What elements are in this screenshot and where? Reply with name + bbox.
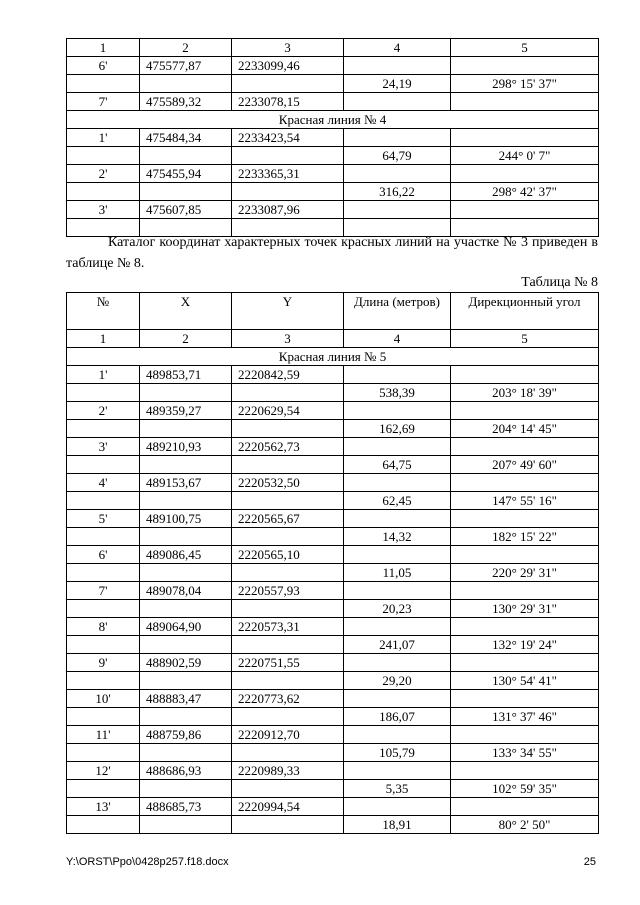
x-coordinate: 475577,87	[140, 57, 232, 75]
point-number: 7'	[67, 93, 140, 111]
y-coordinate: 2233087,96	[232, 201, 344, 219]
x-coordinate: 489359,27	[140, 402, 232, 420]
x-empty	[140, 528, 232, 546]
segment-row	[67, 384, 599, 402]
point-row	[67, 546, 599, 564]
segment-length: 11,05	[344, 564, 451, 582]
column-header: Длина (метров)	[344, 293, 451, 330]
angle-empty	[451, 618, 599, 636]
point-row	[67, 726, 599, 744]
direction-angle: 182° 15' 22"	[451, 528, 599, 546]
x-coordinate: 475607,85	[140, 201, 232, 219]
direction-angle: 298° 42' 37"	[451, 183, 599, 201]
point-empty	[67, 528, 140, 546]
segment-length: 24,19	[344, 75, 451, 93]
point-number: 12'	[67, 762, 140, 780]
point-number: 4'	[67, 474, 140, 492]
point-row	[67, 654, 599, 672]
point-row	[67, 93, 599, 111]
length-empty	[344, 654, 451, 672]
point-empty	[67, 147, 140, 165]
point-number: 3'	[67, 201, 140, 219]
segment-length: 14,32	[344, 528, 451, 546]
angle-empty	[451, 690, 599, 708]
length-empty	[344, 582, 451, 600]
segment-row	[67, 708, 599, 726]
length-empty	[344, 165, 451, 183]
x-empty	[140, 708, 232, 726]
point-empty	[67, 708, 140, 726]
x-coordinate: 489086,45	[140, 546, 232, 564]
x-coordinate: 488685,73	[140, 798, 232, 816]
segment-length: 316,22	[344, 183, 451, 201]
point-number: 2'	[67, 165, 140, 183]
direction-angle: 130° 29' 31"	[451, 600, 599, 618]
x-empty	[140, 384, 232, 402]
direction-angle: 204° 14' 45"	[451, 420, 599, 438]
y-coordinate: 2220994,54	[232, 798, 344, 816]
x-empty	[140, 600, 232, 618]
section-title: Красная линия № 4	[67, 111, 599, 129]
column-number: 1	[67, 330, 140, 348]
y-empty	[232, 708, 344, 726]
y-empty	[232, 528, 344, 546]
point-number: 13'	[67, 798, 140, 816]
x-empty	[140, 147, 232, 165]
segment-length: 64,79	[344, 147, 451, 165]
y-empty	[232, 183, 344, 201]
segment-row	[67, 456, 599, 474]
point-empty	[67, 600, 140, 618]
direction-angle: 220° 29' 31"	[451, 564, 599, 582]
point-number: 3'	[67, 438, 140, 456]
column-number-row	[67, 330, 599, 348]
x-coordinate: 489210,93	[140, 438, 232, 456]
y-coordinate: 2220565,67	[232, 510, 344, 528]
segment-length: 20,23	[344, 600, 451, 618]
y-coordinate: 2220557,93	[232, 582, 344, 600]
point-empty	[67, 744, 140, 762]
x-coordinate: 475455,94	[140, 165, 232, 183]
length-empty	[344, 201, 451, 219]
point-row	[67, 438, 599, 456]
point-row	[67, 57, 599, 75]
direction-angle: 131° 37' 46"	[451, 708, 599, 726]
angle-empty	[451, 438, 599, 456]
segment-length: 29,20	[344, 672, 451, 690]
segment-length: 62,45	[344, 492, 451, 510]
point-row	[67, 690, 599, 708]
x-coordinate: 475484,34	[140, 129, 232, 147]
direction-angle: 147° 55' 16"	[451, 492, 599, 510]
x-coordinate: 488686,93	[140, 762, 232, 780]
point-empty	[67, 456, 140, 474]
y-coordinate: 2233365,31	[232, 165, 344, 183]
y-coordinate: 2220912,70	[232, 726, 344, 744]
section-row	[67, 348, 599, 366]
length-empty	[344, 57, 451, 75]
y-empty	[232, 636, 344, 654]
y-coordinate: 2220573,31	[232, 618, 344, 636]
footer-file-path: Y:\ORST\Ppo\0428p257.f18.docx	[66, 856, 229, 868]
angle-empty	[451, 798, 599, 816]
y-empty	[232, 456, 344, 474]
direction-angle: 207° 49' 60"	[451, 456, 599, 474]
point-empty	[67, 672, 140, 690]
column-number: 4	[344, 39, 451, 57]
angle-empty	[451, 402, 599, 420]
y-coordinate: 2220989,33	[232, 762, 344, 780]
y-empty	[232, 780, 344, 798]
x-coordinate: 489078,04	[140, 582, 232, 600]
column-header: X	[140, 293, 232, 330]
segment-length: 186,07	[344, 708, 451, 726]
point-empty	[67, 384, 140, 402]
angle-empty	[451, 762, 599, 780]
length-empty	[344, 762, 451, 780]
length-empty	[344, 93, 451, 111]
y-empty	[232, 672, 344, 690]
segment-row	[67, 744, 599, 762]
y-coordinate: 2220629,54	[232, 402, 344, 420]
segment-length: 5,35	[344, 780, 451, 798]
point-empty	[67, 780, 140, 798]
segment-row	[67, 147, 599, 165]
y-empty	[232, 600, 344, 618]
segment-row	[67, 183, 599, 201]
x-empty	[140, 564, 232, 582]
section-row	[67, 111, 599, 129]
column-number: 3	[232, 330, 344, 348]
point-row	[67, 201, 599, 219]
point-number: 11'	[67, 726, 140, 744]
column-number: 3	[232, 39, 344, 57]
table-8	[66, 292, 599, 834]
length-empty	[344, 618, 451, 636]
point-row	[67, 129, 599, 147]
segment-length: 18,91	[344, 816, 451, 834]
length-empty	[344, 438, 451, 456]
y-empty	[232, 744, 344, 762]
x-coordinate: 489853,71	[140, 366, 232, 384]
x-coordinate: 489064,90	[140, 618, 232, 636]
column-header: Дирекционный угол	[451, 293, 599, 330]
segment-row	[67, 420, 599, 438]
direction-angle: 133° 34' 55"	[451, 744, 599, 762]
point-empty	[67, 636, 140, 654]
y-coordinate: 2220532,50	[232, 474, 344, 492]
point-number: 1'	[67, 366, 140, 384]
x-empty	[140, 672, 232, 690]
angle-empty	[451, 726, 599, 744]
length-empty	[344, 474, 451, 492]
coordinates-table-continued	[66, 38, 599, 237]
point-empty	[67, 564, 140, 582]
length-empty	[344, 546, 451, 564]
segment-row	[67, 672, 599, 690]
segment-length: 64,75	[344, 456, 451, 474]
point-number: 6'	[67, 57, 140, 75]
column-number: 5	[451, 330, 599, 348]
segment-row	[67, 780, 599, 798]
length-empty	[344, 510, 451, 528]
point-number: 1'	[67, 129, 140, 147]
column-header: Y	[232, 293, 344, 330]
segment-length: 241,07	[344, 636, 451, 654]
direction-angle: 298° 15' 37"	[451, 75, 599, 93]
table-caption: Таблица № 8	[521, 275, 598, 290]
segment-length: 162,69	[344, 420, 451, 438]
angle-empty	[451, 129, 599, 147]
x-empty	[140, 492, 232, 510]
column-header: №	[67, 293, 140, 330]
point-row	[67, 366, 599, 384]
point-number: 9'	[67, 654, 140, 672]
segment-row	[67, 816, 599, 834]
y-empty	[232, 147, 344, 165]
x-empty	[140, 780, 232, 798]
point-number: 10'	[67, 690, 140, 708]
direction-angle: 80° 2' 50"	[451, 816, 599, 834]
y-empty	[232, 420, 344, 438]
point-row	[67, 402, 599, 420]
length-empty	[344, 798, 451, 816]
y-coordinate: 2220842,59	[232, 366, 344, 384]
segment-row	[67, 600, 599, 618]
angle-empty	[451, 93, 599, 111]
segment-length: 538,39	[344, 384, 451, 402]
point-row	[67, 474, 599, 492]
y-coordinate: 2233099,46	[232, 57, 344, 75]
angle-empty	[451, 57, 599, 75]
column-number-row	[67, 39, 599, 57]
angle-empty	[451, 582, 599, 600]
segment-length: 105,79	[344, 744, 451, 762]
column-number: 1	[67, 39, 140, 57]
segment-row	[67, 492, 599, 510]
direction-angle: 102° 59' 35"	[451, 780, 599, 798]
x-coordinate: 489153,67	[140, 474, 232, 492]
point-empty	[67, 420, 140, 438]
x-coordinate: 475589,32	[140, 93, 232, 111]
point-row	[67, 762, 599, 780]
length-empty	[344, 690, 451, 708]
y-empty	[232, 75, 344, 93]
direction-angle: 203° 18' 39"	[451, 384, 599, 402]
segment-row	[67, 564, 599, 582]
length-empty	[344, 366, 451, 384]
direction-angle: 132° 19' 24"	[451, 636, 599, 654]
point-number: 5'	[67, 510, 140, 528]
angle-empty	[451, 201, 599, 219]
x-empty	[140, 420, 232, 438]
point-row	[67, 798, 599, 816]
angle-empty	[451, 165, 599, 183]
page-number: 25	[583, 856, 596, 868]
point-number: 2'	[67, 402, 140, 420]
x-empty	[140, 75, 232, 93]
point-number: 6'	[67, 546, 140, 564]
point-empty	[67, 492, 140, 510]
angle-empty	[451, 510, 599, 528]
catalog-paragraph: Каталог координат характерных точек красных линий на участке № 3 приведен в таблице № 8.	[66, 235, 598, 271]
x-coordinate: 488759,86	[140, 726, 232, 744]
x-empty	[140, 456, 232, 474]
segment-row	[67, 75, 599, 93]
column-number: 2	[140, 39, 232, 57]
y-coordinate: 2233078,15	[232, 93, 344, 111]
x-coordinate: 489100,75	[140, 510, 232, 528]
y-empty	[232, 564, 344, 582]
segment-row	[67, 528, 599, 546]
point-number: 7'	[67, 582, 140, 600]
y-coordinate: 2220565,10	[232, 546, 344, 564]
direction-angle: 244° 0' 7"	[451, 147, 599, 165]
point-row	[67, 618, 599, 636]
point-empty	[67, 816, 140, 834]
x-empty	[140, 183, 232, 201]
y-coordinate: 2220773,62	[232, 690, 344, 708]
direction-angle: 130° 54' 41"	[451, 672, 599, 690]
header-row	[67, 293, 599, 330]
column-number: 2	[140, 330, 232, 348]
angle-empty	[451, 546, 599, 564]
x-empty	[140, 636, 232, 654]
segment-row	[67, 636, 599, 654]
y-coordinate: 2220562,73	[232, 438, 344, 456]
point-empty	[67, 75, 140, 93]
length-empty	[344, 129, 451, 147]
section-title: Красная линия № 5	[67, 348, 599, 366]
angle-empty	[451, 366, 599, 384]
angle-empty	[451, 474, 599, 492]
length-empty	[344, 402, 451, 420]
point-empty	[67, 183, 140, 201]
point-row	[67, 582, 599, 600]
point-row	[67, 165, 599, 183]
length-empty	[344, 726, 451, 744]
y-empty	[232, 384, 344, 402]
point-number: 8'	[67, 618, 140, 636]
point-row	[67, 510, 599, 528]
column-number: 4	[344, 330, 451, 348]
column-number: 5	[451, 39, 599, 57]
y-empty	[232, 816, 344, 834]
y-coordinate: 2233423,54	[232, 129, 344, 147]
y-empty	[232, 492, 344, 510]
y-coordinate: 2220751,55	[232, 654, 344, 672]
angle-empty	[451, 654, 599, 672]
x-coordinate: 488902,59	[140, 654, 232, 672]
x-coordinate: 488883,47	[140, 690, 232, 708]
x-empty	[140, 744, 232, 762]
x-empty	[140, 816, 232, 834]
